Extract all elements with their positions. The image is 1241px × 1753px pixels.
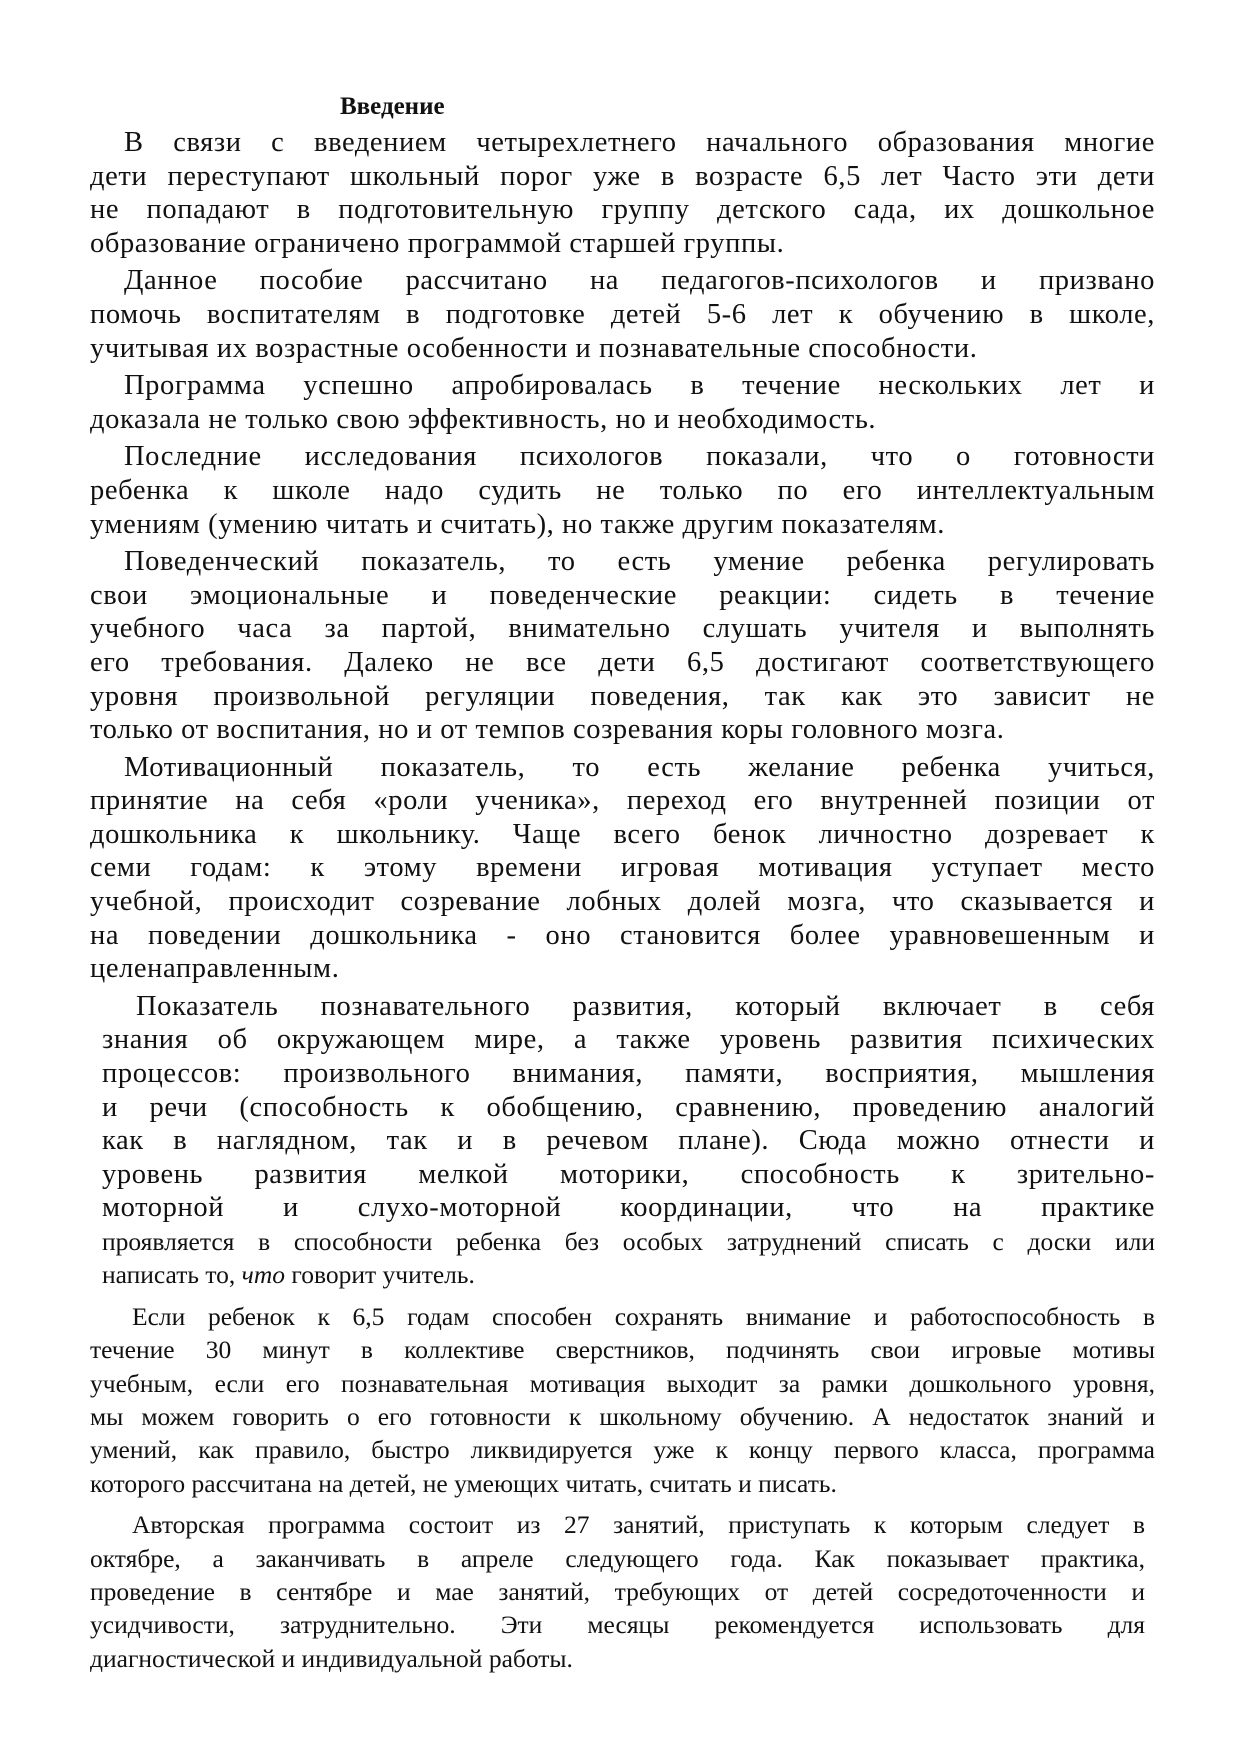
text-line: Программа успешно апробировалась в течение нескольких лет и	[124, 370, 1155, 402]
text-line: знания об окружающем мире, а также уровень развития психических	[102, 1024, 1155, 1056]
text-line: В связи с введением четырехлетнего начального образования многие	[124, 127, 1155, 158]
text-line: образование ограничено программой старшей группы.	[90, 227, 785, 259]
paragraph-2	[90, 264, 1155, 365]
text-line: Авторская программа состоит из 27 занятий, приступать к которым следует в	[132, 1510, 1145, 1540]
paragraph-7-tail	[102, 1225, 1155, 1292]
paragraph-9	[90, 1508, 1145, 1675]
text-line: дошкольника к школьнику. Чаще всего бенок личностно дозревает к	[90, 818, 1155, 850]
text-line: Данное пособие рассчитано на педагогов-психологов и призвано	[124, 265, 1155, 297]
text-line: процессов: произвольного внимания, памяти, восприятия, мышления	[102, 1058, 1155, 1090]
text-line: усидчивости, затруднительно. Эти месяцы рекомендуется использовать для	[90, 1610, 1145, 1640]
text-line: проведение в сентябре и мае занятий, требующих от детей сосредоточенности и	[90, 1577, 1145, 1607]
text-fragment: написать то,	[102, 1260, 242, 1290]
paragraph-8	[90, 1300, 1155, 1500]
paragraph-3	[90, 369, 1155, 436]
text-line: его требования. Далеко не все дети 6,5 достигают соответствующего	[90, 646, 1155, 678]
text-line: уровня произвольной регуляции поведения, так как это зависит не	[90, 680, 1155, 712]
text-line: семи годам: к этому времени игровая мотивация уступает место	[90, 852, 1155, 884]
text-line: Поведенческий показатель, то есть умение ребенка регулировать	[124, 546, 1155, 578]
paragraph-1	[90, 126, 1155, 260]
paragraph-5	[90, 545, 1155, 747]
emphasis-text: что	[241, 1260, 286, 1290]
text-line: учебным, если его познавательная мотивация выходит за рамки дошкольного уровня,	[90, 1368, 1155, 1398]
document-page	[90, 92, 1155, 1675]
text-line: диагностической и индивидуальной работы.	[90, 1643, 573, 1673]
text-line: течение 30 минут в коллективе сверстников, подчинять свои игровые мотивы	[90, 1335, 1155, 1365]
text-line: умениям (умению читать и считать), но также другим показателям.	[90, 508, 946, 540]
text-line: только от воспитания, но и от темпов созревания коры головного мозга.	[90, 714, 1005, 746]
text-line: Мотивационный показатель, то есть желание ребенка учиться,	[124, 751, 1155, 783]
paragraph-6	[90, 751, 1155, 986]
paragraph-4	[90, 440, 1155, 541]
text-line: свои эмоциональные и поведенческие реакции: сидеть в течение	[90, 579, 1155, 611]
text-line: Последние исследования психологов показали, что о готовности	[124, 441, 1155, 473]
text-line: учебного часа за партой, внимательно слушать учителя и выполнять	[90, 613, 1155, 645]
text-line: Показатель познавательного развития, который включает в себя	[136, 990, 1155, 1022]
text-line: доказала не только свою эффективность, но и необходимость.	[90, 403, 877, 435]
text-line: принятие на себя «роли ученика», переход его внутренней позиции от	[90, 785, 1155, 817]
text-line: октябре, а заканчивать в апреле следующего года. Как показывает практика,	[90, 1543, 1145, 1573]
text-line: которого рассчитана на детей, не умеющих читать, считать и писать.	[90, 1468, 837, 1498]
text-line: ребенка к школе надо судить не только по его интеллектуальным	[90, 474, 1155, 506]
text-line: на поведении дошкольника - оно становится более уравновешенным и	[90, 919, 1155, 951]
text-line: учитывая их возрастные особенности и познавательные способности.	[90, 332, 978, 364]
text-line: и речи (способность к обобщению, сравнению, проведению аналогий	[102, 1091, 1155, 1123]
text-line: проявляется в способности ребенка без особых затруднений списать с доски или	[102, 1227, 1155, 1256]
text-fragment: говорит учитель.	[285, 1260, 475, 1290]
text-line: целенаправленным.	[90, 953, 340, 985]
text-line: мы можем говорить о его готовности к школьному обучению. А недостаток знаний и	[90, 1402, 1155, 1432]
text-line	[102, 1258, 1155, 1291]
text-line: умений, как правило, быстро ликвидируется уже к концу первого класса, программа	[90, 1435, 1155, 1465]
text-line: моторной и слухо-моторной координации, что на практике	[102, 1192, 1155, 1224]
text-line: Если ребенок к 6,5 годам способен сохранять внимание и работоспособность в	[132, 1301, 1155, 1331]
text-line: помочь воспитателям в подготовке детей 5-6 лет к обучению в школе,	[90, 298, 1155, 330]
document-title: Введение	[340, 93, 445, 120]
text-line: не попадают в подготовительную группу детского сада, их дошкольное	[90, 194, 1155, 226]
paragraph-7	[102, 990, 1155, 1225]
text-line: дети переступают школьный порог уже в возрасте 6,5 лет Часто эти дети	[90, 160, 1155, 192]
text-line: как в наглядном, так и в речевом плане). Сюда можно отнести и	[102, 1125, 1155, 1157]
text-line: уровень развития мелкой моторики, способность к зрительно-	[102, 1158, 1155, 1190]
text-line: учебной, происходит созревание лобных долей мозга, что сказывается и	[90, 886, 1155, 918]
